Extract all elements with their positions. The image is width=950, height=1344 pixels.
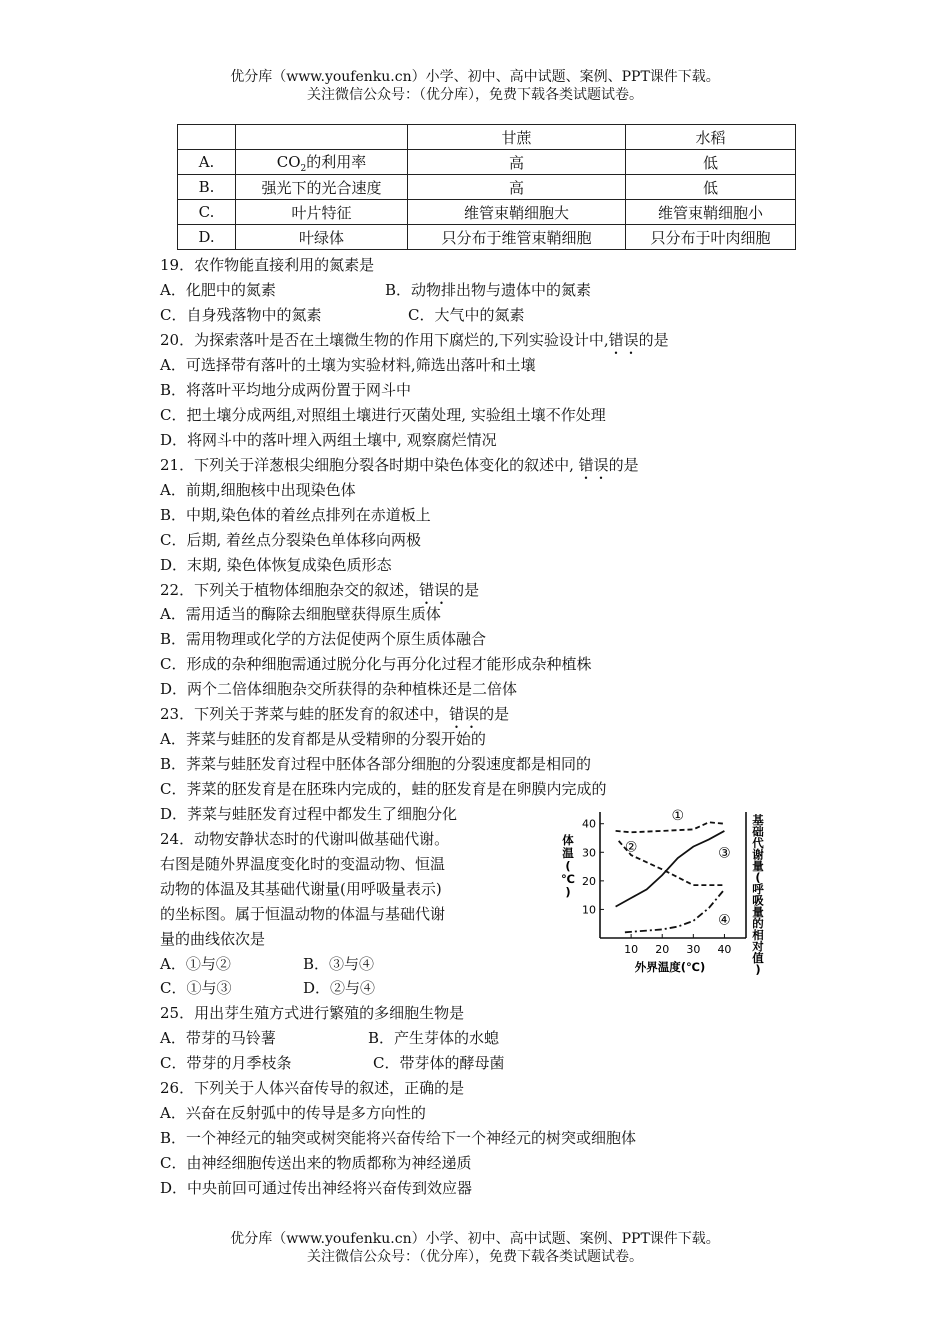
option-d: D．两个二倍体细胞杂交所获得的杂种植株还是二倍体	[160, 680, 518, 698]
stem-text: 21．下列关于洋葱根尖细胞分裂各时期中染色体变化的叙述中,	[160, 456, 579, 474]
option-d: D．②与④	[303, 979, 376, 997]
stem-text: 的是	[608, 456, 639, 474]
table-cell: 高	[408, 150, 626, 175]
question-26-stem: 26．下列关于人体兴奋传导的叙述，正确的是	[160, 1079, 465, 1097]
row-label: 强光下的光合速度	[236, 175, 408, 200]
table-cell	[236, 125, 408, 150]
column-header: 甘蔗	[408, 125, 626, 150]
option-d: C．带芽体的酵母菌	[373, 1054, 505, 1072]
option-b: B．③与④	[303, 955, 375, 973]
question-21-stem	[160, 455, 639, 483]
x-tick-label: 10	[624, 943, 639, 956]
option-c: C．自身残落物中的氮素	[160, 306, 322, 324]
option-c: C．①与③	[160, 979, 232, 997]
curve-dashed	[616, 822, 725, 832]
emphasized-word: 错误	[449, 705, 480, 723]
option-b: B．一个神经元的轴突或树突能将兴奋传给下一个神经元的树突或细胞体	[160, 1129, 637, 1147]
temperature-metabolism-chart	[560, 802, 770, 987]
row-label: 叶绿体	[236, 225, 408, 250]
option-c: C．带芽的月季枝条	[160, 1054, 292, 1072]
comparison-table	[177, 124, 796, 250]
row-option: B.	[178, 175, 236, 200]
page-header	[0, 68, 950, 104]
option-a: A．可选择带有落叶的土壤为实验材料,筛选出落叶和土壤	[160, 356, 536, 374]
row-label-text: CO	[276, 152, 301, 171]
table-row	[178, 175, 796, 200]
table-row	[178, 150, 796, 175]
chart-labels	[561, 808, 764, 976]
table-header-row	[178, 125, 796, 150]
question-24-line-1: 24．动物安静状态时的代谢叫做基础代谢。	[160, 830, 450, 848]
y-tick-label: 10	[582, 903, 596, 917]
row-label-subscript: 2	[300, 163, 307, 174]
option-d: D．荠菜与蛙胚发育过程中都发生了细胞分化	[160, 805, 458, 823]
option-b: B．需用物理或化学的方法促使两个原生质体融合	[160, 630, 487, 648]
option-c: C．由神经细胞传送出来的物质都称为神经递质	[160, 1154, 472, 1172]
table-cell: 高	[408, 175, 626, 200]
y-axis-title: 体温( ℃ )	[561, 833, 575, 899]
row-option: C.	[178, 200, 236, 225]
emphasized-word: 错误	[578, 456, 609, 474]
question-25-stem: 25．用出芽生殖方式进行繁殖的多细胞生物是	[160, 1004, 465, 1022]
y-tick-label: 20	[582, 874, 596, 888]
option-b: B．将落叶平均地分成两份置于网斗中	[160, 381, 412, 399]
emphasized-word: 错误	[419, 581, 450, 599]
x-tick-label: 20	[655, 943, 670, 956]
question-20-stem	[160, 330, 669, 358]
row-label: 叶片特征	[236, 200, 408, 225]
x-tick-label: 40	[717, 943, 732, 956]
option-a: A．化肥中的氮素	[160, 281, 276, 299]
option-a: A．前期,细胞核中出现染色体	[160, 481, 356, 499]
option-c: C．荠菜的胚发育是在胚珠内完成的，蛙的胚发育是在卵膜内完成的	[160, 780, 607, 798]
question-24-line-4: 的坐标图。属于恒温动物的体温与基础代谢	[160, 905, 446, 923]
option-b: B．中期,染色体的着丝点排列在赤道板上	[160, 506, 431, 524]
row-label	[236, 150, 408, 175]
question-24-line-3: 动物的体温及其基础代谢量(用呼吸量表示)	[160, 880, 442, 898]
option-d: D．中央前回可通过传出神经将兴奋传到效应器	[160, 1179, 473, 1197]
y-tick-label: 40	[582, 817, 596, 831]
question-24-line-5: 量的曲线依次是	[160, 930, 266, 948]
table-row	[178, 225, 796, 250]
table-cell: 低	[626, 150, 796, 175]
emphasized-word: 错误	[608, 331, 639, 349]
option-d: D．末期, 染色体恢复成染色质形态	[160, 556, 392, 574]
option-b: B．动物排出物与遗体中的氮素	[385, 281, 592, 299]
x-axis-title: 外界温度(℃)	[634, 960, 706, 974]
option-a: A．需用适当的酶除去细胞壁获得原生质体	[160, 605, 441, 623]
row-option: A.	[178, 150, 236, 175]
curve-marker-label: ①	[671, 808, 685, 825]
table-row	[178, 200, 796, 225]
table-cell: 维管束鞘细胞小	[626, 200, 796, 225]
option-b: B．荠菜与蛙胚发育过程中胚体各部分细胞的分裂速度都是相同的	[160, 755, 592, 773]
stem-text: 的是	[449, 581, 480, 599]
option-a: A．兴奋在反射弧中的传导是多方向性的	[160, 1104, 426, 1122]
page-footer	[0, 1230, 950, 1266]
curve-marker-label: ③	[718, 845, 731, 862]
y2-axis-title: 基础代谢量(呼吸量的相对值)	[752, 813, 764, 977]
option-c: C．形成的杂种细胞需通过脱分化与再分化过程才能形成杂种植株	[160, 655, 592, 673]
option-d: C．大气中的氮素	[408, 306, 525, 324]
option-a: A．①与②	[160, 955, 231, 973]
curve-dashdot	[625, 889, 725, 932]
question-24-line-2: 右图是随外界温度变化时的变温动物、恒温	[160, 855, 446, 873]
row-option: D.	[178, 225, 236, 250]
row-label-text: 的利用率	[306, 152, 367, 171]
option-c: C．把土壤分成两组,对照组土壤进行灭菌处理, 实验组土壤不作处理	[160, 406, 606, 424]
table-cell	[178, 125, 236, 150]
table-cell: 维管束鞘细胞大	[408, 200, 626, 225]
footer-line-2: 关注微信公众号：（优分库），免费下载各类试题试卷。	[307, 1249, 643, 1265]
header-line-2: 关注微信公众号：（优分库），免费下载各类试题试卷。	[307, 87, 643, 103]
option-a: A．带芽的马铃薯	[160, 1029, 276, 1047]
header-line-1: 优分库（www.youfenku.cn）小学、初中、高中试题、案例、PPT课件下载。	[230, 69, 720, 85]
option-b: B．产生芽体的水螅	[368, 1029, 500, 1047]
option-d: D．将网斗中的落叶埋入两组土壤中, 观察腐烂情况	[160, 431, 497, 449]
x-tick-label: 30	[686, 943, 701, 956]
y-tick-label: 30	[582, 846, 596, 860]
stem-text: 的是	[479, 705, 510, 723]
column-header: 水稻	[626, 125, 796, 150]
footer-line-1: 优分库（www.youfenku.cn）小学、初中、高中试题、案例、PPT课件下载。	[230, 1231, 720, 1247]
table-cell: 低	[626, 175, 796, 200]
table-cell: 只分布于叶肉细胞	[626, 225, 796, 250]
curve-marker-label: ④	[718, 912, 731, 929]
stem-text: 20．为探索落叶是否在土壤微生物的作用下腐烂的,下列实验设计中,	[160, 331, 609, 349]
question-19-stem: 19．农作物能直接利用的氮素是	[160, 256, 375, 274]
stem-text: 22．下列关于植物体细胞杂交的叙述，	[160, 581, 420, 599]
stem-text: 的是	[638, 331, 669, 349]
curve-marker-label: ②	[624, 839, 638, 856]
table-cell: 只分布于维管束鞘细胞	[408, 225, 626, 250]
option-c: C．后期, 着丝点分裂染色单体移向两极	[160, 531, 422, 549]
stem-text: 23．下列关于荠菜与蛙的胚发育的叙述中，	[160, 705, 450, 723]
option-a: A．荠菜与蛙胚的发育都是从受精卵的分裂开始的	[160, 730, 486, 748]
question-23-stem	[160, 704, 509, 732]
